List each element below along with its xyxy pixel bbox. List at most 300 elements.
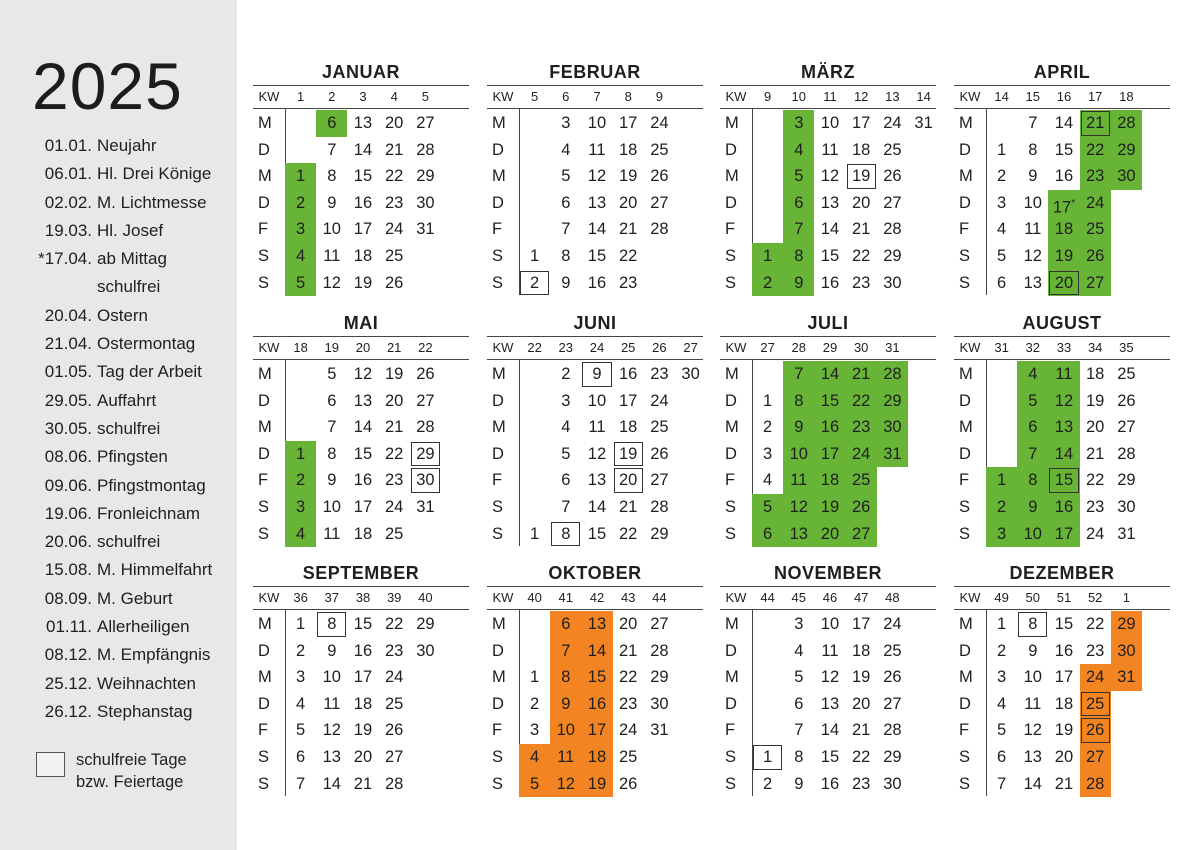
date-number: 16 bbox=[353, 471, 373, 490]
date-cell bbox=[519, 664, 550, 691]
kw-number: 46 bbox=[822, 590, 838, 605]
date-cell bbox=[379, 717, 410, 744]
date-cell bbox=[1080, 691, 1111, 718]
date-cell bbox=[1017, 611, 1048, 638]
weekday-label: S bbox=[725, 748, 737, 766]
date-cell bbox=[410, 611, 441, 638]
month-title: JANUAR bbox=[321, 62, 400, 82]
date-cell bbox=[410, 441, 441, 468]
date-number: 10 bbox=[1023, 524, 1042, 543]
kw-number: 40 bbox=[527, 590, 542, 605]
date-cell bbox=[1080, 216, 1111, 243]
date-cell bbox=[379, 664, 410, 691]
date-number: 13 bbox=[1023, 748, 1042, 766]
date-number: 2 bbox=[561, 365, 571, 383]
kw-number: 28 bbox=[791, 340, 807, 355]
date-number: 27 bbox=[1086, 748, 1105, 766]
date-number: 18 bbox=[1086, 365, 1105, 383]
sidebar bbox=[0, 0, 237, 850]
date-number: 12 bbox=[353, 365, 373, 383]
weekday-label: S bbox=[959, 774, 971, 793]
date-number: 23 bbox=[1086, 498, 1105, 516]
date-cell bbox=[410, 638, 441, 665]
date-number: 4 bbox=[794, 641, 804, 660]
date-cell bbox=[519, 744, 550, 771]
date-number: 29 bbox=[416, 167, 435, 186]
date-cell bbox=[379, 414, 410, 441]
weekday-label: S bbox=[725, 273, 737, 292]
date-cell bbox=[814, 467, 845, 494]
holiday-date: 02.02. bbox=[44, 192, 92, 212]
date-cell bbox=[347, 137, 378, 164]
date-number: 21 bbox=[1054, 774, 1074, 793]
date-cell bbox=[986, 190, 1017, 217]
weekday-label: F bbox=[725, 220, 736, 239]
holiday-item bbox=[30, 615, 235, 643]
weekday-label: S bbox=[258, 524, 270, 543]
date-cell bbox=[846, 521, 877, 548]
date-cell bbox=[347, 388, 378, 415]
weekday-label: D bbox=[725, 444, 737, 463]
holiday-name: M. Lichtmesse bbox=[97, 192, 207, 212]
date-cell bbox=[1017, 494, 1048, 521]
date-number: 28 bbox=[1117, 114, 1136, 132]
date-number: 4 bbox=[1028, 365, 1038, 383]
date-number: 18 bbox=[1054, 694, 1074, 713]
date-cell bbox=[877, 717, 908, 744]
date-cell bbox=[581, 771, 612, 798]
month-title: JUNI bbox=[573, 313, 617, 333]
date-cell bbox=[814, 494, 845, 521]
date-cell bbox=[379, 361, 410, 388]
date-number: 27 bbox=[416, 391, 435, 410]
date-cell bbox=[285, 270, 316, 297]
date-number: 7 bbox=[327, 140, 337, 159]
date-number: 22 bbox=[852, 391, 871, 410]
date-cell bbox=[379, 190, 410, 217]
date-cell bbox=[581, 163, 612, 190]
date-cell bbox=[1111, 110, 1142, 137]
date-cell bbox=[550, 611, 581, 638]
date-cell bbox=[550, 137, 581, 164]
date-number: 31 bbox=[1117, 668, 1136, 687]
date-cell bbox=[581, 638, 612, 665]
date-number: 7 bbox=[794, 365, 804, 383]
kw-number: 13 bbox=[885, 89, 900, 104]
date-number: 30 bbox=[883, 418, 902, 437]
date-cell bbox=[550, 190, 581, 217]
kw-number: 39 bbox=[386, 590, 402, 605]
date-cell bbox=[581, 611, 612, 638]
kw-number: 33 bbox=[1056, 340, 1072, 355]
date-cell bbox=[410, 216, 441, 243]
date-cell bbox=[379, 691, 410, 718]
holiday-date: 29.05. bbox=[44, 390, 92, 410]
date-number: 25 bbox=[1086, 220, 1105, 239]
kw-number: 23 bbox=[558, 340, 574, 355]
holiday-name: M. Himmelfahrt bbox=[97, 560, 213, 580]
weekday-label: D bbox=[959, 641, 971, 660]
weekday-label: F bbox=[959, 471, 970, 490]
date-cell bbox=[846, 771, 877, 798]
date-number: 15 bbox=[1054, 471, 1074, 490]
kw-number: 34 bbox=[1087, 340, 1103, 355]
weekday-label: F bbox=[258, 721, 269, 740]
date-number: 2 bbox=[997, 498, 1007, 516]
date-number: 12 bbox=[820, 668, 840, 687]
holiday-item bbox=[30, 332, 235, 360]
weekday-label: D bbox=[959, 391, 971, 410]
date-cell bbox=[814, 216, 845, 243]
date-number: 27 bbox=[852, 524, 871, 543]
date-cell bbox=[1080, 771, 1111, 798]
date-cell bbox=[986, 216, 1017, 243]
date-number: 15 bbox=[587, 668, 607, 687]
date-cell bbox=[410, 110, 441, 137]
date-cell bbox=[644, 361, 675, 388]
date-cell bbox=[1080, 638, 1111, 665]
date-cell bbox=[613, 467, 644, 494]
holiday-item bbox=[30, 162, 235, 190]
date-number: 22 bbox=[852, 748, 871, 766]
date-number: 13 bbox=[587, 471, 607, 490]
date-cell bbox=[1048, 388, 1079, 415]
weekday-label: D bbox=[725, 140, 737, 159]
date-cell bbox=[550, 388, 581, 415]
date-number: 31 bbox=[416, 220, 435, 239]
date-cell bbox=[379, 521, 410, 548]
weekday-label: F bbox=[258, 471, 269, 490]
date-number: 23 bbox=[385, 193, 404, 212]
date-number: 1 bbox=[763, 247, 773, 265]
date-number: 28 bbox=[416, 140, 435, 159]
date-number: 1 bbox=[763, 748, 773, 766]
weekday-label: D bbox=[258, 641, 270, 660]
date-cell bbox=[316, 216, 347, 243]
date-cell bbox=[581, 388, 612, 415]
weekday-label: S bbox=[492, 524, 504, 543]
date-cell bbox=[1048, 691, 1079, 718]
date-cell bbox=[814, 110, 845, 137]
date-number: 23 bbox=[852, 774, 871, 793]
date-number: 3 bbox=[794, 114, 804, 132]
date-cell bbox=[644, 638, 675, 665]
date-cell bbox=[986, 163, 1017, 190]
holiday-name: schulfrei bbox=[97, 418, 161, 438]
legend-line: bzw. Feiertage bbox=[76, 773, 184, 791]
kw-number: 20 bbox=[355, 340, 371, 355]
holiday-item bbox=[30, 587, 235, 615]
weekday-label: D bbox=[725, 391, 737, 410]
kw-number: 22 bbox=[527, 340, 542, 355]
date-cell bbox=[814, 611, 845, 638]
weekday-label: D bbox=[258, 444, 270, 463]
date-number: 20 bbox=[1054, 273, 1074, 292]
kw-number: 14 bbox=[994, 89, 1009, 104]
weekday-label: F bbox=[492, 471, 503, 490]
date-number: 11 bbox=[1055, 365, 1073, 383]
date-number: 23 bbox=[650, 365, 669, 383]
date-cell bbox=[1017, 441, 1048, 468]
date-number: 1 bbox=[296, 444, 306, 463]
date-number: 6 bbox=[561, 471, 571, 490]
date-number: 27 bbox=[1117, 418, 1136, 437]
holiday-item bbox=[30, 558, 235, 586]
date-cell bbox=[519, 243, 550, 270]
date-cell bbox=[581, 216, 612, 243]
holiday-item bbox=[30, 672, 235, 700]
date-number: 22 bbox=[852, 247, 871, 265]
date-number: 21 bbox=[385, 140, 404, 159]
date-cell bbox=[379, 163, 410, 190]
kw-number: 14 bbox=[916, 89, 931, 104]
date-cell bbox=[877, 664, 908, 691]
date-cell bbox=[1048, 163, 1079, 190]
weekday-label: M bbox=[492, 418, 506, 437]
date-number: 13 bbox=[820, 694, 840, 713]
date-number: 24 bbox=[852, 444, 871, 463]
date-number: 11 bbox=[557, 748, 575, 766]
date-number: 22 bbox=[619, 524, 638, 543]
kw-number: 42 bbox=[589, 590, 605, 605]
date-cell bbox=[1111, 414, 1142, 441]
date-cell bbox=[613, 190, 644, 217]
holiday-name: Pfingstmontag bbox=[97, 475, 206, 495]
date-number: 14 bbox=[1054, 444, 1074, 463]
date-number: 19 bbox=[1054, 247, 1074, 265]
date-cell bbox=[986, 137, 1017, 164]
weekday-label: D bbox=[725, 694, 737, 713]
date-number: 22 bbox=[1086, 140, 1105, 159]
date-cell bbox=[814, 638, 845, 665]
date-number: 30 bbox=[883, 774, 902, 793]
date-number: 17 bbox=[619, 114, 638, 132]
date-number: 7 bbox=[561, 220, 571, 239]
kw-number: 50 bbox=[1025, 590, 1041, 605]
date-number: 18 bbox=[619, 140, 638, 159]
date-cell bbox=[1111, 521, 1142, 548]
date-cell bbox=[814, 691, 845, 718]
date-cell bbox=[410, 190, 441, 217]
date-cell bbox=[347, 691, 378, 718]
date-cell bbox=[613, 361, 644, 388]
kw-number: 17 bbox=[1087, 89, 1103, 104]
holiday-item bbox=[30, 502, 235, 530]
holiday-name: Neujahr bbox=[97, 136, 157, 155]
date-number: 26 bbox=[619, 774, 638, 793]
date-number: 14 bbox=[1054, 114, 1074, 132]
date-cell bbox=[1017, 521, 1048, 548]
date-cell bbox=[783, 521, 814, 548]
date-cell bbox=[644, 691, 675, 718]
date-cell bbox=[846, 494, 877, 521]
holiday-name: Tag der Arbeit bbox=[97, 362, 202, 382]
date-cell bbox=[285, 691, 316, 718]
date-number: 23 bbox=[385, 641, 404, 660]
date-cell bbox=[347, 467, 378, 494]
date-cell bbox=[1111, 137, 1142, 164]
date-number: 7 bbox=[997, 774, 1007, 793]
kw-number: 5 bbox=[421, 89, 429, 104]
date-cell bbox=[347, 771, 378, 798]
date-number: 30 bbox=[416, 471, 435, 490]
date-cell bbox=[846, 243, 877, 270]
date-number: 20 bbox=[385, 391, 404, 410]
weekday-label: F bbox=[725, 471, 736, 490]
date-number: 24 bbox=[385, 220, 404, 239]
date-cell bbox=[285, 216, 316, 243]
date-cell bbox=[581, 361, 612, 388]
weekday-label: F bbox=[959, 220, 970, 239]
weekday-label: S bbox=[492, 748, 504, 766]
date-cell bbox=[316, 467, 347, 494]
kw-number: 52 bbox=[1087, 590, 1103, 605]
date-number: 16 bbox=[820, 774, 840, 793]
date-number: 1 bbox=[530, 247, 540, 265]
weekday-label: D bbox=[492, 391, 504, 410]
date-number: 18 bbox=[820, 471, 840, 490]
date-cell bbox=[316, 691, 347, 718]
date-cell bbox=[316, 744, 347, 771]
date-number: 24 bbox=[650, 391, 669, 410]
kw-number: 5 bbox=[530, 89, 539, 104]
date-number: 4 bbox=[296, 524, 306, 543]
date-cell bbox=[783, 270, 814, 297]
weekday-label: S bbox=[725, 498, 737, 516]
date-cell bbox=[1080, 388, 1111, 415]
weekday-label: D bbox=[258, 694, 270, 713]
date-number: 1 bbox=[997, 140, 1007, 159]
date-cell bbox=[410, 494, 441, 521]
date-cell bbox=[379, 110, 410, 137]
date-number: 1 bbox=[763, 391, 773, 410]
date-number: 28 bbox=[650, 220, 669, 239]
date-number: 13 bbox=[820, 193, 840, 212]
date-cell bbox=[1111, 163, 1142, 190]
date-cell bbox=[581, 691, 612, 718]
kw-label: KW bbox=[725, 590, 747, 605]
date-cell bbox=[1111, 494, 1142, 521]
date-number: 17 bbox=[587, 721, 607, 740]
date-number: 10 bbox=[789, 444, 808, 463]
date-cell bbox=[877, 137, 908, 164]
weekday-label: M bbox=[258, 418, 272, 437]
date-number: 20 bbox=[353, 748, 373, 766]
kw-number: 31 bbox=[885, 340, 900, 355]
date-number: 17 bbox=[1054, 668, 1074, 687]
date-cell bbox=[1017, 717, 1048, 744]
date-number: 26 bbox=[852, 498, 871, 516]
date-cell bbox=[814, 243, 845, 270]
date-cell bbox=[347, 243, 378, 270]
holiday-item bbox=[30, 700, 235, 728]
date-cell bbox=[1111, 638, 1142, 665]
month-title: JULI bbox=[807, 313, 849, 333]
date-number: 25 bbox=[1086, 694, 1105, 713]
date-number: 28 bbox=[1117, 444, 1136, 463]
date-cell bbox=[379, 441, 410, 468]
date-cell bbox=[846, 441, 877, 468]
date-number: 11 bbox=[1024, 694, 1042, 713]
weekday-label: F bbox=[492, 220, 503, 239]
date-cell bbox=[519, 270, 550, 297]
date-number: 7 bbox=[1028, 114, 1038, 132]
date-cell bbox=[285, 441, 316, 468]
date-cell bbox=[285, 664, 316, 691]
holiday-date: 06.01. bbox=[44, 164, 92, 184]
date-number: 8 bbox=[561, 247, 571, 265]
date-cell bbox=[783, 361, 814, 388]
date-number: 5 bbox=[561, 167, 571, 186]
date-number: 1 bbox=[997, 615, 1007, 633]
date-cell bbox=[1017, 361, 1048, 388]
date-cell bbox=[613, 388, 644, 415]
kw-number: 40 bbox=[418, 590, 433, 605]
kw-number: 4 bbox=[390, 89, 398, 104]
holiday-name: Allerheiligen bbox=[97, 617, 190, 637]
date-cell bbox=[846, 414, 877, 441]
holiday-name: M. Empfängnis bbox=[97, 645, 211, 665]
kw-number: 49 bbox=[994, 590, 1009, 605]
date-cell bbox=[1080, 414, 1111, 441]
date-number: 2 bbox=[296, 471, 306, 490]
date-cell bbox=[877, 691, 908, 718]
date-cell bbox=[908, 110, 939, 137]
holiday-item bbox=[30, 219, 235, 247]
date-number: 16 bbox=[353, 641, 373, 660]
date-cell bbox=[550, 110, 581, 137]
date-cell bbox=[783, 137, 814, 164]
date-cell bbox=[846, 691, 877, 718]
kw-number: 41 bbox=[558, 590, 574, 605]
kw-number: 31 bbox=[994, 340, 1009, 355]
date-number: 16 bbox=[353, 193, 373, 212]
date-cell bbox=[1080, 110, 1111, 137]
weekday-label: D bbox=[959, 444, 971, 463]
kw-number: 22 bbox=[418, 340, 433, 355]
date-cell bbox=[846, 467, 877, 494]
date-number: 2 bbox=[530, 694, 540, 713]
date-number: 19 bbox=[619, 444, 638, 463]
date-number: 8 bbox=[794, 391, 804, 410]
date-number: 25 bbox=[883, 641, 902, 660]
date-number: 24 bbox=[385, 498, 404, 516]
weekday-label: M bbox=[959, 167, 973, 186]
date-cell bbox=[581, 494, 612, 521]
date-number: 4 bbox=[296, 247, 306, 265]
date-number: 10 bbox=[322, 668, 341, 687]
date-cell bbox=[752, 744, 783, 771]
date-number: 27 bbox=[385, 748, 404, 766]
date-cell bbox=[986, 744, 1017, 771]
date-number: 30 bbox=[650, 694, 669, 713]
date-cell bbox=[550, 243, 581, 270]
date-number: 28 bbox=[416, 418, 435, 437]
date-number: 23 bbox=[619, 273, 638, 292]
date-number: 21 bbox=[852, 365, 871, 383]
date-number: 5 bbox=[794, 167, 804, 186]
date-number: 25 bbox=[883, 140, 902, 159]
date-cell bbox=[550, 216, 581, 243]
date-number: 14 bbox=[353, 140, 373, 159]
date-number: 8 bbox=[1028, 615, 1038, 633]
date-number: 13 bbox=[353, 391, 373, 410]
date-number: 11 bbox=[790, 471, 808, 490]
date-number: 18 bbox=[353, 694, 373, 713]
kw-number: 19 bbox=[324, 340, 340, 355]
date-number: 16 bbox=[619, 365, 638, 383]
date-number: 28 bbox=[650, 641, 669, 660]
